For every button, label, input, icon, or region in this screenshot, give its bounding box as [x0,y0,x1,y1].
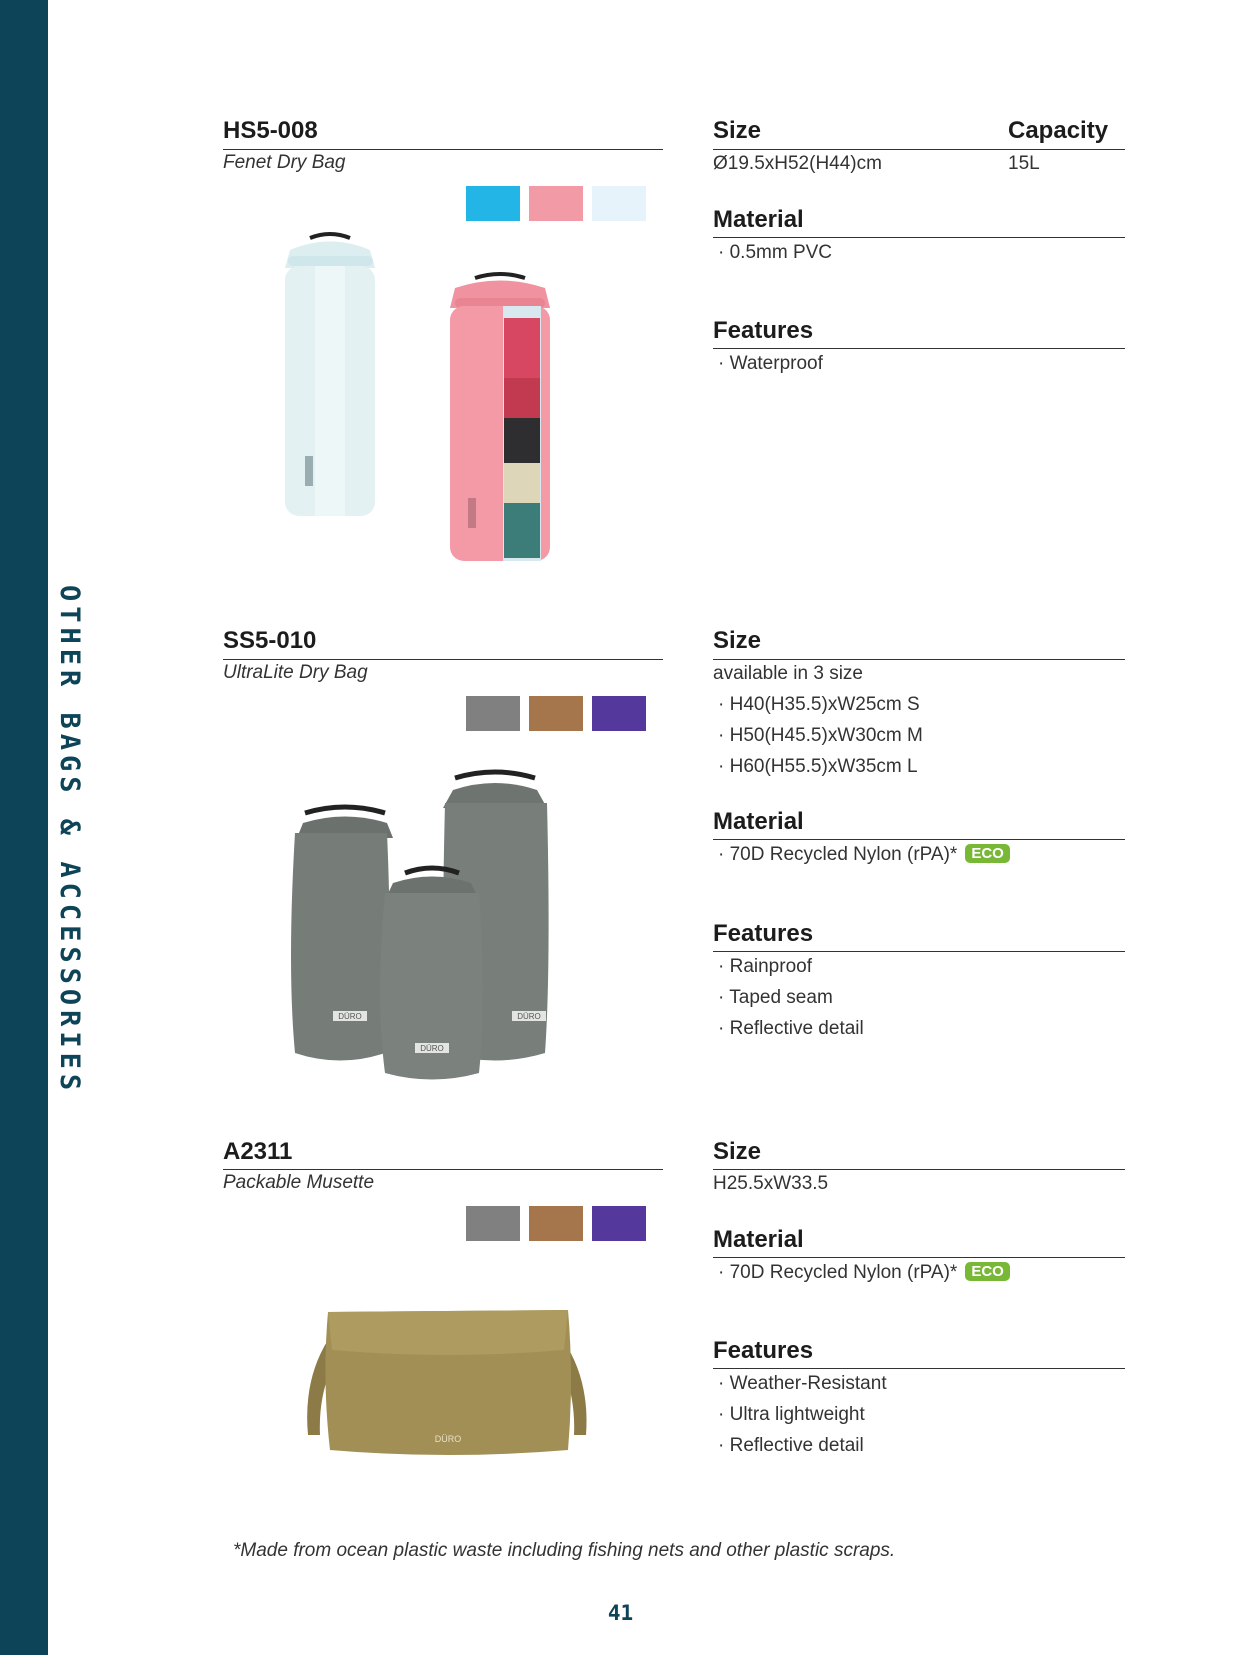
product-name: Fenet Dry Bag [223,152,346,173]
color-swatch-light-blue[interactable] [592,186,646,221]
material-text: · 70D Recycled Nylon (rPA)* [718,1262,958,1283]
footnote: *Made from ocean plastic waste including fishing nets and other plastic scraps. [233,1540,896,1561]
divider [713,1368,1125,1369]
capacity-heading: Capacity [1008,117,1109,144]
size-value: H25.5xW33.5 [713,1173,829,1194]
feature-item: · Waterproof [718,353,823,374]
divider [223,1169,663,1170]
material-value [718,1262,1010,1284]
color-swatch-pink[interactable] [529,186,583,221]
svg-text:DÜRO: DÜRO [420,1044,444,1053]
size-line: · H40(H35.5)xW25cm S [718,694,920,715]
material-heading: Material [713,206,804,233]
size-line: · H50(H45.5)xW30cm M [718,725,923,746]
features-heading: Features [713,920,814,947]
color-swatch-blue[interactable] [466,186,520,221]
size-line: available in 3 size [713,663,863,684]
material-heading: Material [713,1226,804,1253]
sidebar-band [0,0,48,1655]
color-swatch-purple[interactable] [592,1206,646,1241]
size-heading: Size [713,1138,762,1165]
divider [223,149,663,150]
divider [713,839,1125,840]
size-value: Ø19.5xH52(H44)cm [713,153,882,174]
material-heading: Material [713,808,804,835]
feature-item: · Rainproof [718,956,812,977]
divider [713,1169,1125,1170]
eco-badge: ECO [965,844,1010,863]
product-name: Packable Musette [223,1172,375,1193]
material-value [718,844,1010,866]
feature-item: · Reflective detail [718,1435,864,1456]
product-code: SS5-010 [223,627,317,654]
feature-item: · Taped seam [718,987,833,1008]
color-swatch-brown[interactable] [529,696,583,731]
size-heading: Size [713,627,762,654]
divider [713,951,1125,952]
svg-text:DÜRO: DÜRO [517,1012,541,1021]
feature-item: · Ultra lightweight [718,1404,865,1425]
product-code: HS5-008 [223,117,318,144]
material-text: · 70D Recycled Nylon (rPA)* [718,844,958,865]
svg-text:DÜRO: DÜRO [338,1012,362,1021]
eco-badge: ECO [965,1262,1010,1281]
product-image-ultralite-dry-bag [275,768,615,1083]
material-value: · 0.5mm PVC [718,242,833,263]
color-swatch-grey[interactable] [466,1206,520,1241]
size-line: · H60(H55.5)xW35cm L [718,756,918,777]
features-heading: Features [713,317,814,344]
color-swatch-grey[interactable] [466,696,520,731]
features-heading: Features [713,1337,814,1364]
divider [713,149,1125,150]
page-number: 41 [607,1601,634,1625]
capacity-value: 15L [1008,153,1040,174]
feature-item: · Reflective detail [718,1018,864,1039]
product-image-fenet-dry-bag [270,228,600,568]
divider [713,348,1125,349]
color-swatch-brown[interactable] [529,1206,583,1241]
size-heading: Size [713,117,762,144]
svg-text:DÜRO: DÜRO [434,1434,462,1444]
divider [713,659,1125,660]
divider [713,237,1125,238]
feature-item: · Weather-Resistant [718,1373,887,1394]
product-name: UltraLite Dry Bag [223,662,368,683]
color-swatch-purple[interactable] [592,696,646,731]
divider [713,1257,1125,1258]
product-image-packable-musette [298,1300,598,1470]
divider [223,659,663,660]
product-code: A2311 [223,1138,293,1165]
sidebar-title: OTHER BAGS & ACCESSORIES [54,585,85,1096]
